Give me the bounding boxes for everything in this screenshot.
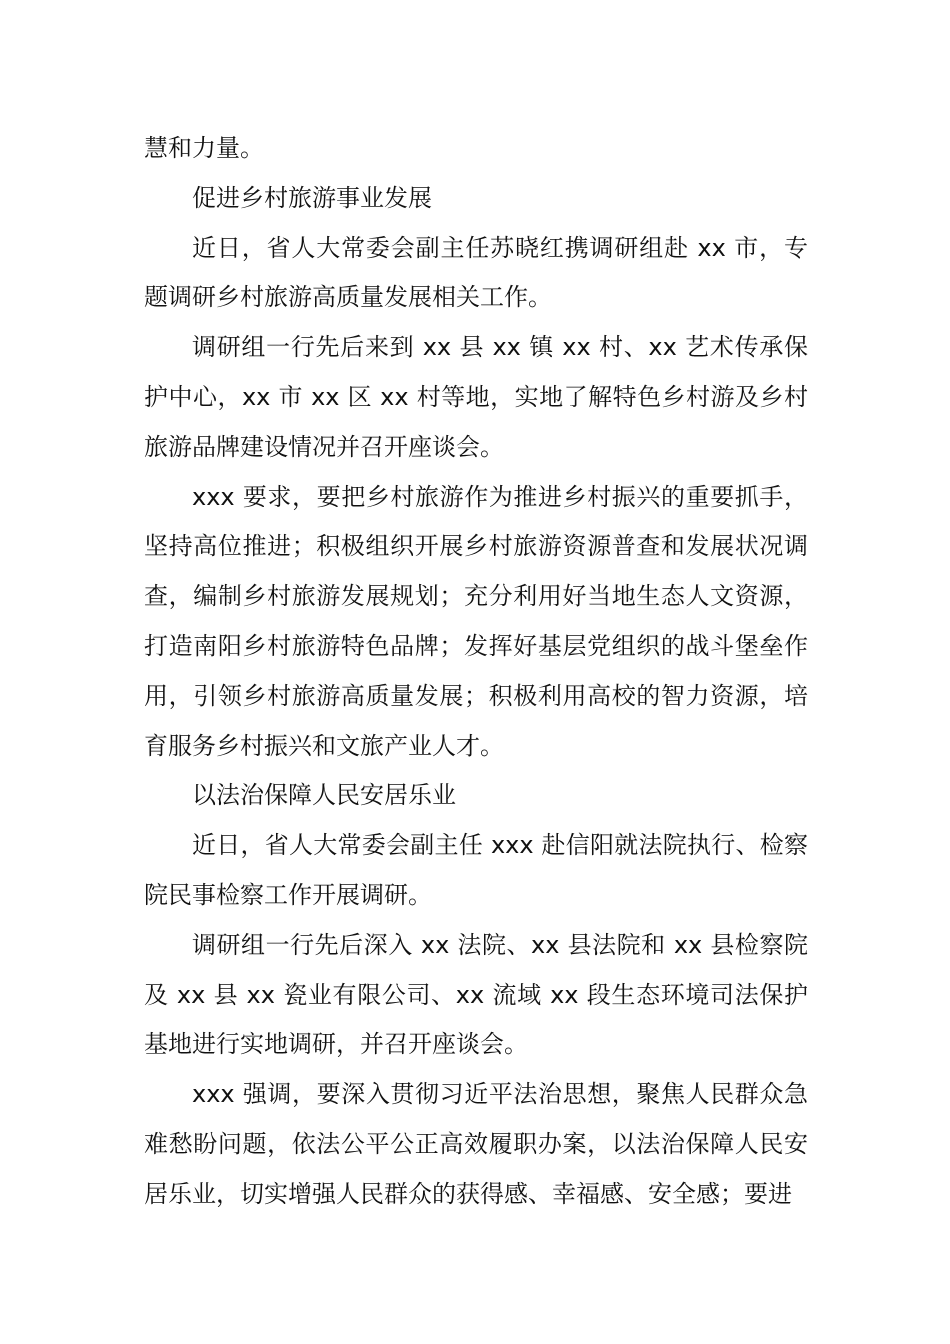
paragraph-continuation: 慧和力量。 [144,134,264,162]
paragraph: 调研组一行先后深入 xx 法院、xx 县法院和 xx 县检察院及 xx 县 xx 瓷业有限公司、xx 流域 xx 段生态环境司法保护基地进行实地调研，并召开座谈会。 [144,930,808,1059]
paragraph: xxx 要求，要把乡村旅游作为推进乡村振兴的重要抓手，坚持高位推进；积极组织开展乡村旅游资源普查和发展状况调查，编制乡村旅游发展规划；充分利用好当地生态人文资源，打造南阳乡村旅游特色品牌；发挥好基层党组织的战斗堡垒作用，引领乡村旅游高质量发展；积极利用高校的智力资源，培育服务乡村振兴和文旅产业人才。 [144,482,808,760]
paragraph: 近日，省人大常委会副主任苏晓红携调研组赴 xx 市，专题调研乡村旅游高质量发展相关工作。 [144,233,808,312]
paragraph: 调研组一行先后来到 xx 县 xx 镇 xx 村、xx 艺术传承保护中心，xx 市 xx 区 xx 村等地，实地了解特色乡村游及乡村旅游品牌建设情况并召开座谈会。 [144,333,808,461]
section-heading-rule-of-law: 以法治保障人民安居乐业 [192,781,456,810]
paragraph: xxx 强调，要深入贯彻习近平法治思想，聚焦人民群众急难愁盼问题，依法公平公正高效履职办案，以法治保障人民安居乐业，切实增强人民群众的获得感、幸福感、安全感；要进 [144,1080,808,1208]
paragraph: 近日，省人大常委会副主任 xxx 赴信阳就法院执行、检察院民事检察工作开展调研。 [144,831,808,909]
document-body [144,124,808,1220]
section-heading-rural-tourism: 促进乡村旅游事业发展 [192,183,432,212]
